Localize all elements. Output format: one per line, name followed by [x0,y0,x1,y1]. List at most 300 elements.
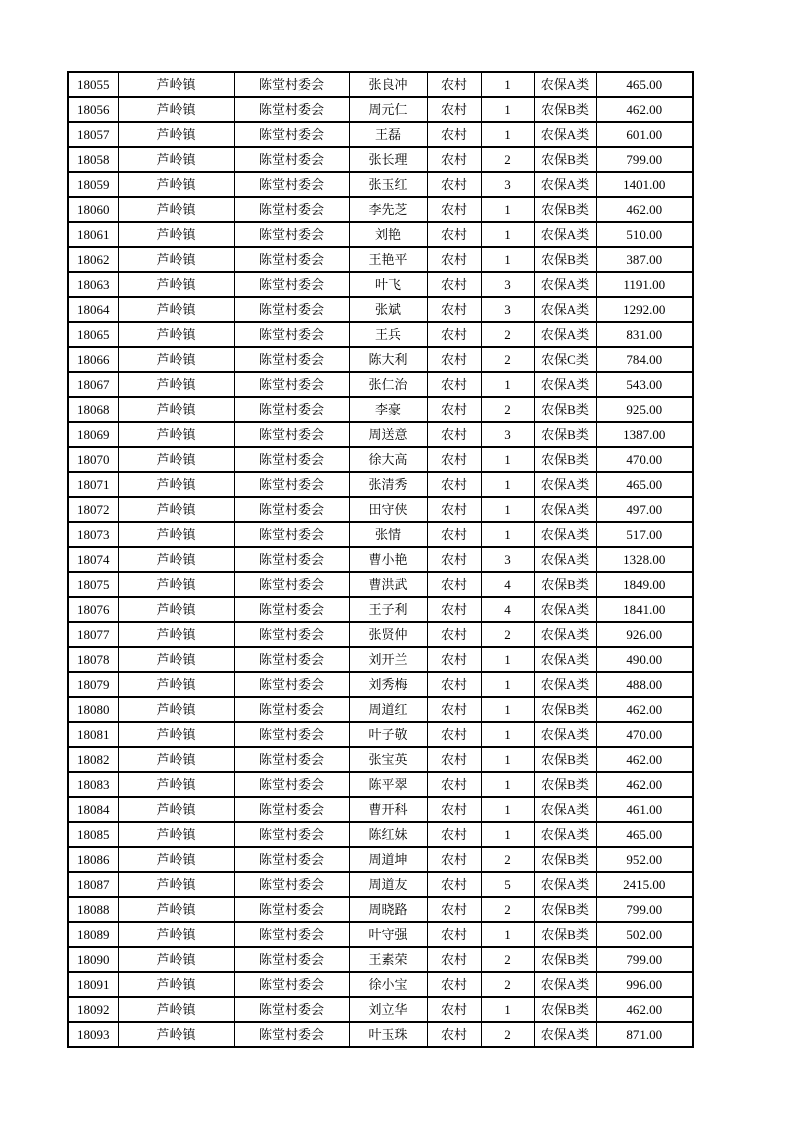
cell-residence-type: 农村 [427,497,481,522]
cell-person-count: 2 [481,322,534,347]
cell-village-committee: 陈堂村委会 [234,347,349,372]
cell-village-committee: 陈堂村委会 [234,372,349,397]
cell-town: 芦岭镇 [118,122,234,147]
cell-village-committee: 陈堂村委会 [234,972,349,997]
cell-amount: 601.00 [596,122,693,147]
cell-person-name: 张斌 [349,297,427,322]
cell-person-name: 刘艳 [349,222,427,247]
cell-record-id: 18064 [68,297,118,322]
cell-village-committee: 陈堂村委会 [234,697,349,722]
cell-record-id: 18069 [68,422,118,447]
cell-person-count: 4 [481,572,534,597]
cell-person-name: 张良冲 [349,72,427,97]
cell-person-name: 张宝英 [349,747,427,772]
cell-amount: 1328.00 [596,547,693,572]
cell-person-name: 周送意 [349,422,427,447]
cell-person-count: 1 [481,997,534,1022]
cell-record-id: 18065 [68,322,118,347]
cell-village-committee: 陈堂村委会 [234,872,349,897]
table-row [68,772,693,797]
cell-residence-type: 农村 [427,897,481,922]
cell-insurance-category: 农保B类 [534,847,596,872]
cell-record-id: 18075 [68,572,118,597]
cell-residence-type: 农村 [427,672,481,697]
cell-town: 芦岭镇 [118,297,234,322]
cell-residence-type: 农村 [427,172,481,197]
cell-person-name: 王子利 [349,597,427,622]
cell-amount: 517.00 [596,522,693,547]
table-row [68,572,693,597]
cell-person-count: 1 [481,922,534,947]
cell-town: 芦岭镇 [118,847,234,872]
cell-village-committee: 陈堂村委会 [234,1022,349,1047]
cell-person-name: 曹开科 [349,797,427,822]
table-row [68,97,693,122]
cell-amount: 925.00 [596,397,693,422]
cell-village-committee: 陈堂村委会 [234,572,349,597]
table-row [68,347,693,372]
table-row [68,797,693,822]
cell-record-id: 18092 [68,997,118,1022]
cell-person-count: 1 [481,122,534,147]
cell-town: 芦岭镇 [118,972,234,997]
cell-person-count: 1 [481,697,534,722]
cell-village-committee: 陈堂村委会 [234,672,349,697]
cell-person-name: 叶飞 [349,272,427,297]
table-row [68,447,693,472]
cell-town: 芦岭镇 [118,147,234,172]
cell-village-committee: 陈堂村委会 [234,597,349,622]
cell-amount: 543.00 [596,372,693,397]
cell-person-count: 3 [481,172,534,197]
cell-town: 芦岭镇 [118,922,234,947]
cell-amount: 1292.00 [596,297,693,322]
cell-town: 芦岭镇 [118,322,234,347]
cell-insurance-category: 农保A类 [534,872,596,897]
table-row [68,922,693,947]
cell-residence-type: 农村 [427,522,481,547]
cell-record-id: 18068 [68,397,118,422]
cell-insurance-category: 农保B类 [534,447,596,472]
cell-residence-type: 农村 [427,947,481,972]
cell-town: 芦岭镇 [118,172,234,197]
table-row [68,297,693,322]
cell-town: 芦岭镇 [118,272,234,297]
cell-village-committee: 陈堂村委会 [234,122,349,147]
cell-town: 芦岭镇 [118,422,234,447]
cell-village-committee: 陈堂村委会 [234,297,349,322]
cell-town: 芦岭镇 [118,522,234,547]
cell-person-name: 陈平翠 [349,772,427,797]
cell-insurance-category: 农保A类 [534,647,596,672]
cell-village-committee: 陈堂村委会 [234,447,349,472]
cell-person-count: 3 [481,297,534,322]
cell-person-count: 1 [481,722,534,747]
cell-town: 芦岭镇 [118,797,234,822]
cell-town: 芦岭镇 [118,597,234,622]
cell-person-name: 陈红妹 [349,822,427,847]
cell-village-committee: 陈堂村委会 [234,822,349,847]
cell-record-id: 18089 [68,922,118,947]
cell-residence-type: 农村 [427,72,481,97]
cell-residence-type: 农村 [427,1022,481,1047]
cell-amount: 502.00 [596,922,693,947]
cell-town: 芦岭镇 [118,747,234,772]
table-row [68,172,693,197]
cell-record-id: 18088 [68,897,118,922]
cell-person-count: 3 [481,547,534,572]
cell-person-count: 1 [481,497,534,522]
cell-town: 芦岭镇 [118,672,234,697]
cell-village-committee: 陈堂村委会 [234,922,349,947]
cell-insurance-category: 农保B类 [534,897,596,922]
cell-residence-type: 农村 [427,872,481,897]
cell-village-committee: 陈堂村委会 [234,397,349,422]
cell-record-id: 18079 [68,672,118,697]
cell-village-committee: 陈堂村委会 [234,772,349,797]
cell-record-id: 18067 [68,372,118,397]
cell-record-id: 18057 [68,122,118,147]
cell-residence-type: 农村 [427,797,481,822]
cell-insurance-category: 农保B类 [534,747,596,772]
cell-amount: 465.00 [596,472,693,497]
cell-person-count: 2 [481,347,534,372]
cell-person-count: 1 [481,472,534,497]
cell-town: 芦岭镇 [118,772,234,797]
cell-record-id: 18072 [68,497,118,522]
cell-insurance-category: 农保A类 [534,972,596,997]
cell-insurance-category: 农保C类 [534,347,596,372]
cell-town: 芦岭镇 [118,622,234,647]
cell-person-name: 叶子敬 [349,722,427,747]
table-row [68,397,693,422]
table-row [68,597,693,622]
cell-amount: 799.00 [596,147,693,172]
cell-person-count: 1 [481,772,534,797]
cell-amount: 799.00 [596,947,693,972]
cell-town: 芦岭镇 [118,72,234,97]
cell-insurance-category: 农保A类 [534,272,596,297]
cell-amount: 952.00 [596,847,693,872]
cell-village-committee: 陈堂村委会 [234,247,349,272]
cell-person-name: 李豪 [349,397,427,422]
cell-record-id: 18078 [68,647,118,672]
cell-person-name: 刘秀梅 [349,672,427,697]
cell-person-name: 周道红 [349,697,427,722]
cell-village-committee: 陈堂村委会 [234,647,349,672]
table-row [68,522,693,547]
cell-town: 芦岭镇 [118,347,234,372]
cell-town: 芦岭镇 [118,722,234,747]
cell-town: 芦岭镇 [118,397,234,422]
table-row [68,272,693,297]
cell-amount: 470.00 [596,447,693,472]
cell-person-count: 1 [481,72,534,97]
cell-record-id: 18073 [68,522,118,547]
cell-residence-type: 农村 [427,222,481,247]
cell-town: 芦岭镇 [118,372,234,397]
cell-person-count: 2 [481,622,534,647]
cell-amount: 490.00 [596,647,693,672]
cell-residence-type: 农村 [427,822,481,847]
cell-residence-type: 农村 [427,847,481,872]
cell-person-count: 1 [481,222,534,247]
cell-amount: 462.00 [596,197,693,222]
cell-village-committee: 陈堂村委会 [234,72,349,97]
cell-village-committee: 陈堂村委会 [234,722,349,747]
cell-amount: 461.00 [596,797,693,822]
cell-amount: 462.00 [596,747,693,772]
cell-record-id: 18083 [68,772,118,797]
cell-person-count: 1 [481,672,534,697]
cell-amount: 465.00 [596,822,693,847]
cell-person-count: 2 [481,147,534,172]
cell-insurance-category: 农保A类 [534,322,596,347]
cell-residence-type: 农村 [427,997,481,1022]
cell-person-count: 2 [481,897,534,922]
cell-insurance-category: 农保A类 [534,297,596,322]
cell-person-name: 张情 [349,522,427,547]
cell-record-id: 18093 [68,1022,118,1047]
cell-residence-type: 农村 [427,572,481,597]
cell-amount: 784.00 [596,347,693,372]
table-row [68,997,693,1022]
cell-town: 芦岭镇 [118,947,234,972]
cell-record-id: 18082 [68,747,118,772]
cell-residence-type: 农村 [427,747,481,772]
cell-record-id: 18066 [68,347,118,372]
cell-person-name: 张贤仲 [349,622,427,647]
cell-town: 芦岭镇 [118,447,234,472]
cell-insurance-category: 农保B类 [534,947,596,972]
cell-person-name: 曹洪武 [349,572,427,597]
cell-record-id: 18084 [68,797,118,822]
cell-person-count: 2 [481,397,534,422]
table-container [67,71,694,1048]
cell-record-id: 18062 [68,247,118,272]
cell-amount: 1401.00 [596,172,693,197]
cell-insurance-category: 农保A类 [534,797,596,822]
cell-village-committee: 陈堂村委会 [234,547,349,572]
cell-village-committee: 陈堂村委会 [234,272,349,297]
cell-record-id: 18063 [68,272,118,297]
cell-residence-type: 农村 [427,272,481,297]
cell-insurance-category: 农保B类 [534,397,596,422]
table-row [68,247,693,272]
table-row [68,872,693,897]
cell-town: 芦岭镇 [118,97,234,122]
cell-village-committee: 陈堂村委会 [234,497,349,522]
cell-person-count: 2 [481,1022,534,1047]
cell-amount: 1849.00 [596,572,693,597]
cell-person-name: 叶守强 [349,922,427,947]
cell-village-committee: 陈堂村委会 [234,897,349,922]
cell-record-id: 18087 [68,872,118,897]
cell-amount: 462.00 [596,772,693,797]
cell-village-committee: 陈堂村委会 [234,472,349,497]
table-row [68,497,693,522]
cell-insurance-category: 农保A类 [534,547,596,572]
table-row [68,222,693,247]
cell-person-name: 徐大高 [349,447,427,472]
cell-insurance-category: 农保A类 [534,222,596,247]
cell-person-name: 田守侠 [349,497,427,522]
cell-amount: 996.00 [596,972,693,997]
table-row [68,972,693,997]
cell-residence-type: 农村 [427,597,481,622]
cell-record-id: 18074 [68,547,118,572]
cell-person-count: 5 [481,872,534,897]
cell-insurance-category: 农保A类 [534,672,596,697]
cell-town: 芦岭镇 [118,997,234,1022]
cell-person-count: 2 [481,847,534,872]
cell-town: 芦岭镇 [118,197,234,222]
cell-person-name: 张玉红 [349,172,427,197]
cell-town: 芦岭镇 [118,247,234,272]
cell-residence-type: 农村 [427,397,481,422]
table-row [68,722,693,747]
cell-residence-type: 农村 [427,622,481,647]
cell-residence-type: 农村 [427,772,481,797]
cell-village-committee: 陈堂村委会 [234,172,349,197]
cell-person-name: 刘开兰 [349,647,427,672]
cell-person-name: 曹小艳 [349,547,427,572]
cell-amount: 799.00 [596,897,693,922]
cell-amount: 1841.00 [596,597,693,622]
cell-insurance-category: 农保B类 [534,772,596,797]
cell-amount: 1387.00 [596,422,693,447]
cell-village-committee: 陈堂村委会 [234,147,349,172]
cell-person-name: 张长理 [349,147,427,172]
cell-record-id: 18080 [68,697,118,722]
cell-record-id: 18071 [68,472,118,497]
cell-person-name: 王兵 [349,322,427,347]
cell-person-count: 1 [481,447,534,472]
cell-village-committee: 陈堂村委会 [234,97,349,122]
cell-residence-type: 农村 [427,972,481,997]
table-row [68,897,693,922]
cell-record-id: 18061 [68,222,118,247]
cell-person-name: 李先芝 [349,197,427,222]
cell-town: 芦岭镇 [118,697,234,722]
cell-town: 芦岭镇 [118,822,234,847]
cell-residence-type: 农村 [427,122,481,147]
cell-village-committee: 陈堂村委会 [234,197,349,222]
table-row [68,747,693,772]
cell-person-name: 刘立华 [349,997,427,1022]
cell-amount: 510.00 [596,222,693,247]
cell-town: 芦岭镇 [118,572,234,597]
cell-record-id: 18086 [68,847,118,872]
cell-insurance-category: 农保B类 [534,697,596,722]
table-row [68,547,693,572]
cell-insurance-category: 农保B类 [534,922,596,947]
cell-person-name: 周晓路 [349,897,427,922]
cell-residence-type: 农村 [427,147,481,172]
table-row [68,197,693,222]
cell-insurance-category: 农保A类 [534,122,596,147]
cell-record-id: 18085 [68,822,118,847]
cell-person-count: 4 [481,597,534,622]
cell-person-name: 陈大利 [349,347,427,372]
table-row [68,647,693,672]
cell-person-count: 1 [481,522,534,547]
cell-record-id: 18070 [68,447,118,472]
cell-insurance-category: 农保A类 [534,497,596,522]
cell-person-count: 1 [481,797,534,822]
cell-record-id: 18081 [68,722,118,747]
cell-amount: 462.00 [596,997,693,1022]
cell-village-committee: 陈堂村委会 [234,747,349,772]
cell-insurance-category: 农保A类 [534,372,596,397]
table-row [68,822,693,847]
cell-amount: 462.00 [596,697,693,722]
cell-residence-type: 农村 [427,422,481,447]
cell-insurance-category: 农保B类 [534,97,596,122]
cell-person-count: 1 [481,747,534,772]
cell-person-count: 1 [481,197,534,222]
table-row [68,472,693,497]
cell-amount: 497.00 [596,497,693,522]
table-body [68,72,693,1047]
cell-residence-type: 农村 [427,697,481,722]
cell-insurance-category: 农保A类 [534,722,596,747]
cell-person-name: 周道友 [349,872,427,897]
table-row [68,147,693,172]
table-row [68,697,693,722]
cell-record-id: 18059 [68,172,118,197]
cell-residence-type: 农村 [427,347,481,372]
cell-village-committee: 陈堂村委会 [234,947,349,972]
cell-town: 芦岭镇 [118,647,234,672]
cell-village-committee: 陈堂村委会 [234,222,349,247]
cell-person-count: 1 [481,247,534,272]
cell-village-committee: 陈堂村委会 [234,797,349,822]
cell-insurance-category: 农保A类 [534,472,596,497]
cell-insurance-category: 农保A类 [534,597,596,622]
cell-residence-type: 农村 [427,322,481,347]
cell-record-id: 18091 [68,972,118,997]
cell-person-count: 1 [481,822,534,847]
cell-village-committee: 陈堂村委会 [234,322,349,347]
table-row [68,622,693,647]
cell-insurance-category: 农保A类 [534,1022,596,1047]
cell-record-id: 18058 [68,147,118,172]
cell-record-id: 18055 [68,72,118,97]
cell-person-count: 2 [481,972,534,997]
cell-amount: 1191.00 [596,272,693,297]
cell-town: 芦岭镇 [118,872,234,897]
cell-person-name: 王素荣 [349,947,427,972]
table-row [68,422,693,447]
cell-record-id: 18090 [68,947,118,972]
cell-record-id: 18056 [68,97,118,122]
cell-amount: 470.00 [596,722,693,747]
cell-residence-type: 农村 [427,922,481,947]
cell-person-name: 张清秀 [349,472,427,497]
cell-amount: 465.00 [596,72,693,97]
cell-person-name: 张仁治 [349,372,427,397]
table-row [68,847,693,872]
cell-insurance-category: 农保B类 [534,572,596,597]
cell-residence-type: 农村 [427,247,481,272]
cell-residence-type: 农村 [427,197,481,222]
cell-insurance-category: 农保A类 [534,72,596,97]
cell-residence-type: 农村 [427,97,481,122]
cell-amount: 926.00 [596,622,693,647]
table-row [68,947,693,972]
cell-person-count: 1 [481,647,534,672]
